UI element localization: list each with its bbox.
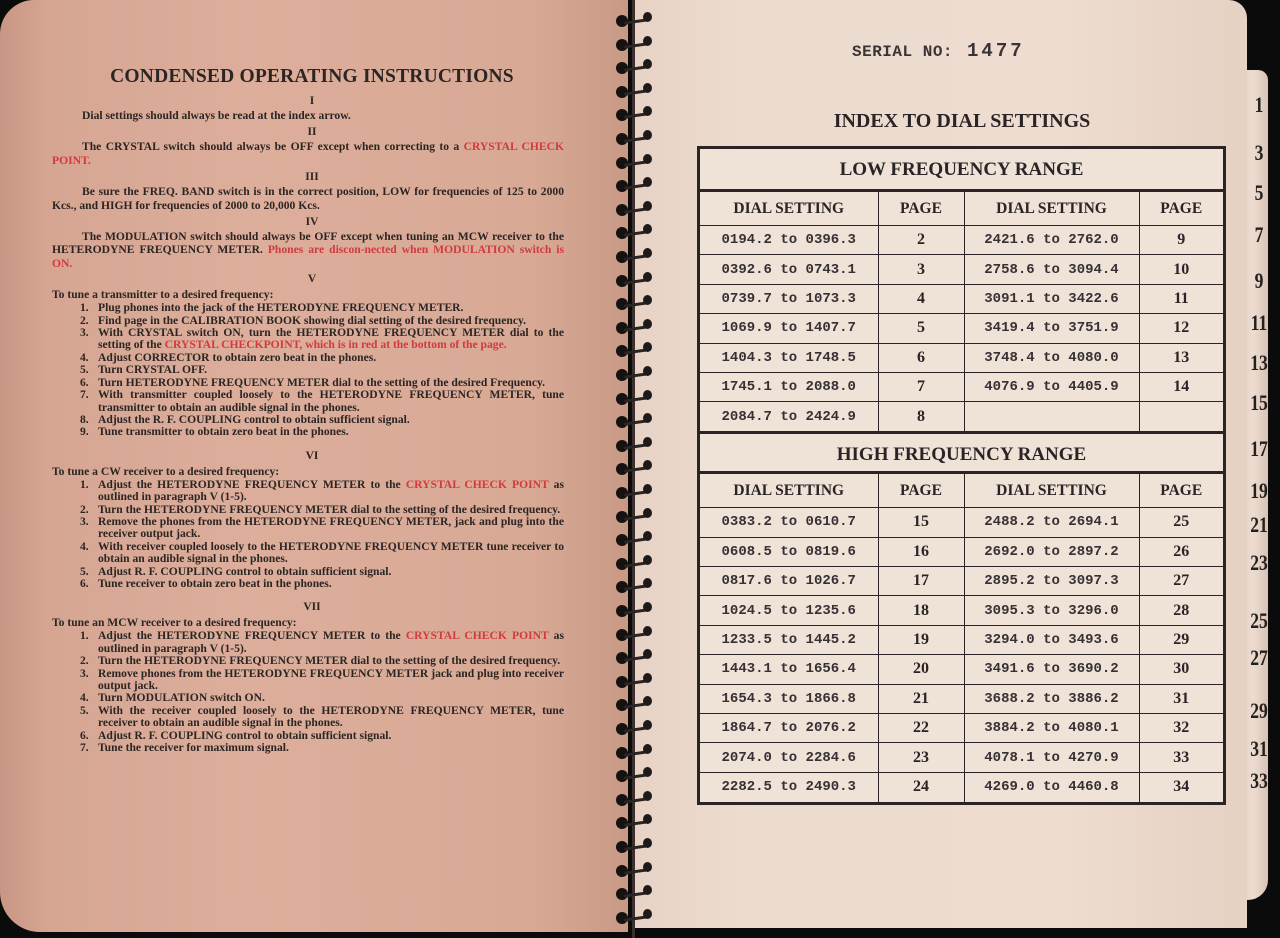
page-cell: 22 bbox=[878, 713, 964, 742]
table-header-row bbox=[700, 474, 1223, 508]
crystal-check-point-note: CRYSTAL CHECK POINT. bbox=[52, 140, 564, 167]
section-text-body: The MODULATION switch should always be OFF except when tuning an MCW receiver to the HETERODYNE FREQUENCY METER. bbox=[52, 230, 564, 257]
dial-setting-cell: 0608.5 to 0819.6 bbox=[700, 537, 878, 566]
dial-setting-cell: 4269.0 to 4460.8 bbox=[964, 772, 1139, 801]
spiral-binding bbox=[612, 0, 656, 938]
page-cell: 25 bbox=[1139, 508, 1223, 537]
page-cell: 23 bbox=[878, 743, 964, 772]
table-row bbox=[700, 343, 1223, 372]
dial-setting-cell: 3091.1 to 3422.6 bbox=[964, 284, 1139, 313]
step-text: Find page in the CALIBRATION BOOK showing dial setting of the desired frequency. bbox=[98, 313, 527, 327]
dial-setting-cell: 2488.2 to 2694.1 bbox=[964, 508, 1139, 537]
transmitter-steps bbox=[80, 302, 564, 438]
dial-setting-cell: 1864.7 to 2076.2 bbox=[700, 713, 878, 742]
table-row bbox=[700, 743, 1223, 772]
section-number: III bbox=[305, 171, 319, 184]
spiral-coil bbox=[612, 746, 656, 762]
page-cell: 2 bbox=[878, 226, 964, 255]
low-range-title: LOW FREQUENCY RANGE bbox=[700, 149, 1223, 191]
page-cell: 30 bbox=[1139, 655, 1223, 684]
spiral-coil bbox=[612, 108, 656, 124]
crystal-checkpoint-note: CRYSTAL CHECKPOINT, which is in red at the bottom of the page. bbox=[164, 338, 507, 352]
spiral-coil bbox=[612, 651, 656, 667]
step-number: 7. bbox=[80, 388, 89, 402]
step-text-tail: as outlined in paragraph V (1-5). bbox=[98, 477, 564, 504]
spiral-coil bbox=[612, 816, 656, 832]
page-cell: 28 bbox=[1139, 596, 1223, 625]
page-tab[interactable]: 25 bbox=[1250, 608, 1268, 633]
spiral-coil bbox=[612, 580, 656, 596]
dial-setting-cell: 1233.5 to 1445.2 bbox=[700, 625, 878, 654]
page-cell: 8 bbox=[878, 402, 964, 431]
table-row bbox=[700, 684, 1223, 713]
section-number: VII bbox=[303, 601, 321, 614]
step-text: Adjust R. F. COUPLING control to obtain sufficient signal. bbox=[98, 564, 392, 578]
table-row bbox=[700, 625, 1223, 654]
page-tab[interactable]: 33 bbox=[1250, 768, 1268, 793]
step-number: 5. bbox=[80, 564, 89, 578]
section-intro: To tune an MCW receiver to a desired frequency: bbox=[52, 616, 297, 630]
page-tab[interactable]: 27 bbox=[1250, 645, 1268, 670]
dial-setting-cell: 0739.7 to 1073.3 bbox=[700, 284, 878, 313]
step-number: 2. bbox=[80, 654, 89, 668]
step-item bbox=[80, 742, 564, 754]
step-item bbox=[80, 668, 564, 693]
dial-setting-cell: 3688.2 to 3886.2 bbox=[964, 684, 1139, 713]
spiral-coil bbox=[612, 533, 656, 549]
step-number: 6. bbox=[80, 576, 89, 590]
step-text: Adjust the HETERODYNE FREQUENCY METER to the bbox=[98, 629, 401, 643]
page-cell: 26 bbox=[1139, 537, 1223, 566]
table-row bbox=[700, 402, 1223, 431]
index-title: INDEX TO DIAL SETTINGS bbox=[833, 110, 1091, 132]
page-cell: 33 bbox=[1139, 743, 1223, 772]
table-row bbox=[700, 713, 1223, 742]
page-cell: 7 bbox=[878, 372, 964, 401]
dial-setting-cell: 2074.0 to 2284.6 bbox=[700, 743, 878, 772]
section-text: Be sure the FREQ. BAND switch is in the correct position, LOW for frequencies of 125 to 2000 Kcs., and HIGH for frequencies of 2000 to 20,000 Kcs. bbox=[52, 185, 564, 212]
step-number: 1. bbox=[80, 629, 89, 643]
step-number: 2. bbox=[80, 502, 89, 516]
dial-setting-cell: 2421.6 to 2762.0 bbox=[964, 226, 1139, 255]
step-number: 1. bbox=[80, 477, 89, 491]
table-row bbox=[700, 372, 1223, 401]
high-frequency-table bbox=[700, 473, 1223, 801]
page-tab[interactable]: 15 bbox=[1250, 390, 1268, 415]
step-item bbox=[80, 630, 564, 655]
step-item bbox=[80, 389, 564, 414]
spiral-coil bbox=[612, 203, 656, 219]
step-number: 6. bbox=[80, 728, 89, 742]
spiral-coil bbox=[612, 864, 656, 880]
page-tab[interactable]: 1 bbox=[1254, 92, 1264, 117]
spiral-coil bbox=[612, 722, 656, 738]
step-item bbox=[80, 516, 564, 541]
spiral-coil bbox=[612, 38, 656, 54]
page-title: CONDENSED OPERATING INSTRUCTIONS bbox=[110, 66, 514, 87]
page-tab[interactable]: 7 bbox=[1254, 222, 1264, 247]
dial-setting-cell: 3491.6 to 3690.2 bbox=[964, 655, 1139, 684]
table-row bbox=[700, 284, 1223, 313]
dial-setting-cell: 4078.1 to 4270.9 bbox=[964, 743, 1139, 772]
step-text: Tune the receiver for maximum signal. bbox=[98, 741, 289, 755]
serial-number-stamp bbox=[852, 40, 1025, 62]
left-page bbox=[0, 0, 628, 932]
page-cell: 20 bbox=[878, 655, 964, 684]
step-text: Adjust R. F. COUPLING control to obtain sufficient signal. bbox=[98, 728, 392, 742]
page-tab[interactable]: 31 bbox=[1250, 736, 1268, 761]
table-row bbox=[700, 567, 1223, 596]
page-cell: 16 bbox=[878, 537, 964, 566]
dial-setting-cell bbox=[964, 402, 1139, 431]
table-row bbox=[700, 508, 1223, 537]
page-tab[interactable]: 13 bbox=[1250, 350, 1268, 375]
step-number: 4. bbox=[80, 691, 89, 705]
step-item bbox=[80, 327, 564, 352]
section-text bbox=[52, 230, 564, 270]
dial-setting-cell: 0383.2 to 0610.7 bbox=[700, 508, 878, 537]
step-text: Turn the HETERODYNE FREQUENCY METER dial to the setting of the desired frequency. bbox=[98, 502, 561, 516]
low-table-body bbox=[700, 226, 1223, 432]
step-number: 3. bbox=[80, 666, 89, 680]
header-page: PAGE bbox=[878, 192, 964, 226]
step-number: 3. bbox=[80, 514, 89, 528]
page-cell: 14 bbox=[1139, 372, 1223, 401]
spiral-coil bbox=[612, 344, 656, 360]
spiral-coil bbox=[612, 368, 656, 384]
step-number: 4. bbox=[80, 539, 89, 553]
spiral-coil bbox=[612, 604, 656, 620]
step-number: 6. bbox=[80, 375, 89, 389]
step-text: Remove phones from the HETERODYNE FREQUENCY METER jack and plug into receiver output jack. bbox=[98, 666, 564, 692]
dial-setting-cell: 0817.6 to 1026.7 bbox=[700, 567, 878, 596]
step-text: Adjust CORRECTOR to obtain zero beat in the phones. bbox=[98, 350, 377, 364]
header-dial-setting: DIAL SETTING bbox=[964, 192, 1139, 226]
step-number: 5. bbox=[80, 703, 89, 717]
spiral-coil bbox=[612, 14, 656, 30]
dial-setting-cell: 3095.3 to 3296.0 bbox=[964, 596, 1139, 625]
spiral-coil bbox=[612, 628, 656, 644]
page-cell: 34 bbox=[1139, 772, 1223, 801]
operating-instructions bbox=[52, 66, 564, 754]
dial-setting-cell: 2758.6 to 3094.4 bbox=[964, 255, 1139, 284]
step-text: With the receiver coupled loosely to the HETERODYNE FREQUENCY METER, tune receiver to obtain an audible signal in the phones. bbox=[98, 703, 564, 730]
page-cell: 27 bbox=[1139, 567, 1223, 596]
step-text-tail: as outlined in paragraph V (1-5). bbox=[98, 629, 564, 655]
page-cell: 15 bbox=[878, 508, 964, 537]
page-cell: 21 bbox=[878, 684, 964, 713]
page-cell: 29 bbox=[1139, 625, 1223, 654]
dial-setting-cell: 4076.9 to 4405.9 bbox=[964, 372, 1139, 401]
header-dial-setting: DIAL SETTING bbox=[700, 474, 878, 508]
dial-settings-index bbox=[697, 146, 1226, 805]
page-cell: 9 bbox=[1139, 226, 1223, 255]
page-tab[interactable]: 11 bbox=[1250, 310, 1268, 335]
step-number: 2. bbox=[80, 313, 89, 327]
spiral-coil bbox=[612, 887, 656, 903]
spiral-coil bbox=[612, 250, 656, 266]
step-text: Tune transmitter to obtain zero beat in the phones. bbox=[98, 425, 349, 439]
step-text: With receiver coupled loosely to the HETERODYNE FREQUENCY METER tune receiver to obtain an audible signal in the phones. bbox=[98, 539, 564, 566]
spiral-coil bbox=[612, 132, 656, 148]
crystal-check-point-note: CRYSTAL CHECK POINT bbox=[405, 629, 549, 643]
dial-setting-cell: 1024.5 to 1235.6 bbox=[700, 596, 878, 625]
table-row bbox=[700, 596, 1223, 625]
spiral-coil bbox=[612, 274, 656, 290]
section-number: VI bbox=[305, 449, 319, 462]
spiral-coil bbox=[612, 675, 656, 691]
page-tab[interactable]: 17 bbox=[1250, 436, 1268, 461]
section-number: IV bbox=[305, 216, 319, 229]
mcw-receiver-steps bbox=[80, 630, 564, 754]
spiral-coil bbox=[612, 439, 656, 455]
page-cell: 19 bbox=[878, 625, 964, 654]
header-dial-setting: DIAL SETTING bbox=[700, 192, 878, 226]
crystal-check-point-note: CRYSTAL CHECK POINT bbox=[405, 477, 549, 491]
spiral-coil bbox=[612, 486, 656, 502]
step-text: Plug phones into the jack of the HETERODYNE FREQUENCY METER. bbox=[98, 301, 464, 315]
page-tab[interactable]: 5 bbox=[1254, 180, 1264, 205]
serial-value: 1477 bbox=[967, 40, 1025, 62]
page-cell: 6 bbox=[878, 343, 964, 372]
step-text: With CRYSTAL switch ON, turn the HETERODYNE FREQUENCY METER dial to the setting of the bbox=[98, 326, 564, 352]
step-text: Turn CRYSTAL OFF. bbox=[98, 363, 208, 377]
step-text: Turn HETERODYNE FREQUENCY METER dial to the setting of the desired Frequency. bbox=[98, 375, 546, 389]
step-text: Turn the HETERODYNE FREQUENCY METER dial to the setting of the desired frequency. bbox=[98, 654, 561, 668]
spiral-coil bbox=[612, 793, 656, 809]
spiral-coil bbox=[612, 392, 656, 408]
header-page: PAGE bbox=[1139, 474, 1223, 508]
step-item bbox=[80, 479, 564, 504]
step-item bbox=[80, 705, 564, 730]
page-tab[interactable]: 19 bbox=[1250, 478, 1268, 503]
spiral-coil bbox=[612, 226, 656, 242]
table-row bbox=[700, 772, 1223, 801]
header-dial-setting: DIAL SETTING bbox=[964, 474, 1139, 508]
dial-setting-cell: 1443.1 to 1656.4 bbox=[700, 655, 878, 684]
page-tab[interactable]: 3 bbox=[1254, 140, 1264, 165]
section-number: II bbox=[307, 126, 317, 139]
page-cell: 18 bbox=[878, 596, 964, 625]
dial-setting-cell: 2282.5 to 2490.3 bbox=[700, 772, 878, 801]
table-row bbox=[700, 537, 1223, 566]
high-range-title: HIGH FREQUENCY RANGE bbox=[700, 431, 1223, 473]
dial-setting-cell: 2692.0 to 2897.2 bbox=[964, 537, 1139, 566]
page-cell: 10 bbox=[1139, 255, 1223, 284]
spiral-coil bbox=[612, 321, 656, 337]
step-text: Turn MODULATION switch ON. bbox=[98, 691, 265, 705]
page-cell: 13 bbox=[1139, 343, 1223, 372]
section-number: I bbox=[309, 95, 315, 107]
step-item bbox=[80, 426, 564, 438]
spiral-coil bbox=[612, 462, 656, 478]
spiral-coil bbox=[612, 840, 656, 856]
dial-setting-cell: 0194.2 to 0396.3 bbox=[700, 226, 878, 255]
step-number: 5. bbox=[80, 363, 89, 377]
table-row bbox=[700, 655, 1223, 684]
dial-setting-cell: 2084.7 to 2424.9 bbox=[700, 402, 878, 431]
phones-disconnected-note: Phones are discon-nected when MODULATION switch is ON. bbox=[52, 243, 564, 270]
step-text: Adjust the R. F. COUPLING control to obtain sufficient signal. bbox=[98, 412, 410, 426]
table-row bbox=[700, 226, 1223, 255]
page-cell: 17 bbox=[878, 567, 964, 596]
step-number: 8. bbox=[80, 412, 89, 426]
cw-receiver-steps bbox=[80, 479, 564, 591]
page-cell bbox=[1139, 402, 1223, 431]
step-number: 1. bbox=[80, 301, 89, 315]
page-cell: 5 bbox=[878, 314, 964, 343]
low-frequency-table bbox=[700, 191, 1223, 431]
page-cell: 12 bbox=[1139, 314, 1223, 343]
section-number: V bbox=[307, 273, 317, 286]
dial-setting-cell: 3294.0 to 3493.6 bbox=[964, 625, 1139, 654]
spiral-coil bbox=[612, 85, 656, 101]
page-cell: 24 bbox=[878, 772, 964, 801]
step-number: 3. bbox=[80, 326, 89, 340]
step-item bbox=[80, 578, 564, 590]
step-text: Remove the phones from the HETERODYNE FREQUENCY METER, jack and plug into the receiver output jack. bbox=[98, 514, 564, 541]
serial-label: SERIAL NO: bbox=[852, 43, 954, 61]
dial-setting-cell: 3884.2 to 4080.1 bbox=[964, 713, 1139, 742]
spiral-coil bbox=[612, 156, 656, 172]
section-text: Dial settings should always be read at the index arrow. bbox=[82, 109, 351, 122]
spiral-coil bbox=[612, 61, 656, 77]
page-tab[interactable]: 29 bbox=[1250, 698, 1268, 723]
dial-setting-cell: 2895.2 to 3097.3 bbox=[964, 567, 1139, 596]
dial-setting-cell: 1069.9 to 1407.7 bbox=[700, 314, 878, 343]
section-intro: To tune a CW receiver to a desired frequency: bbox=[52, 464, 280, 478]
table-row bbox=[700, 255, 1223, 284]
page-cell: 4 bbox=[878, 284, 964, 313]
spiral-coil bbox=[612, 297, 656, 313]
dial-setting-cell: 3419.4 to 3751.9 bbox=[964, 314, 1139, 343]
dial-setting-cell: 0392.6 to 0743.1 bbox=[700, 255, 878, 284]
header-page: PAGE bbox=[1139, 192, 1223, 226]
step-text: Adjust the HETERODYNE FREQUENCY METER to the bbox=[98, 477, 401, 491]
page-tab[interactable]: 21 bbox=[1250, 512, 1268, 537]
spiral-coil bbox=[612, 557, 656, 573]
spiral-coil bbox=[612, 179, 656, 195]
section-text bbox=[52, 140, 564, 167]
step-text: Tune receiver to obtain zero beat in the phones. bbox=[98, 576, 332, 590]
high-table-body bbox=[700, 508, 1223, 802]
section-text-body: The CRYSTAL switch should always be OFF except when correcting to a bbox=[82, 140, 460, 154]
table-header-row bbox=[700, 192, 1223, 226]
header-page: PAGE bbox=[878, 474, 964, 508]
spiral-coil bbox=[612, 415, 656, 431]
step-number: 7. bbox=[80, 741, 89, 755]
table-row bbox=[700, 314, 1223, 343]
section-intro: To tune a transmitter to a desired frequency: bbox=[52, 288, 274, 302]
page-cell: 3 bbox=[878, 255, 964, 284]
spiral-coil bbox=[612, 769, 656, 785]
step-text: With transmitter coupled loosely to the HETERODYNE FREQUENCY METER, tune transmitter to obtain an audible signal in the phones. bbox=[98, 388, 564, 414]
dial-setting-cell: 3748.4 to 4080.0 bbox=[964, 343, 1139, 372]
page-cell: 11 bbox=[1139, 284, 1223, 313]
page-tab[interactable]: 23 bbox=[1250, 550, 1268, 575]
page-cell: 32 bbox=[1139, 713, 1223, 742]
dial-setting-cell: 1404.3 to 1748.5 bbox=[700, 343, 878, 372]
step-number: 4. bbox=[80, 350, 89, 364]
spiral-coil bbox=[612, 698, 656, 714]
spiral-coil bbox=[612, 510, 656, 526]
spiral-coil bbox=[612, 911, 656, 927]
page-tab[interactable]: 9 bbox=[1254, 268, 1264, 293]
dial-setting-cell: 1654.3 to 1866.8 bbox=[700, 684, 878, 713]
step-number: 9. bbox=[80, 425, 89, 439]
step-item bbox=[80, 541, 564, 566]
page-cell: 31 bbox=[1139, 684, 1223, 713]
dial-setting-cell: 1745.1 to 2088.0 bbox=[700, 372, 878, 401]
